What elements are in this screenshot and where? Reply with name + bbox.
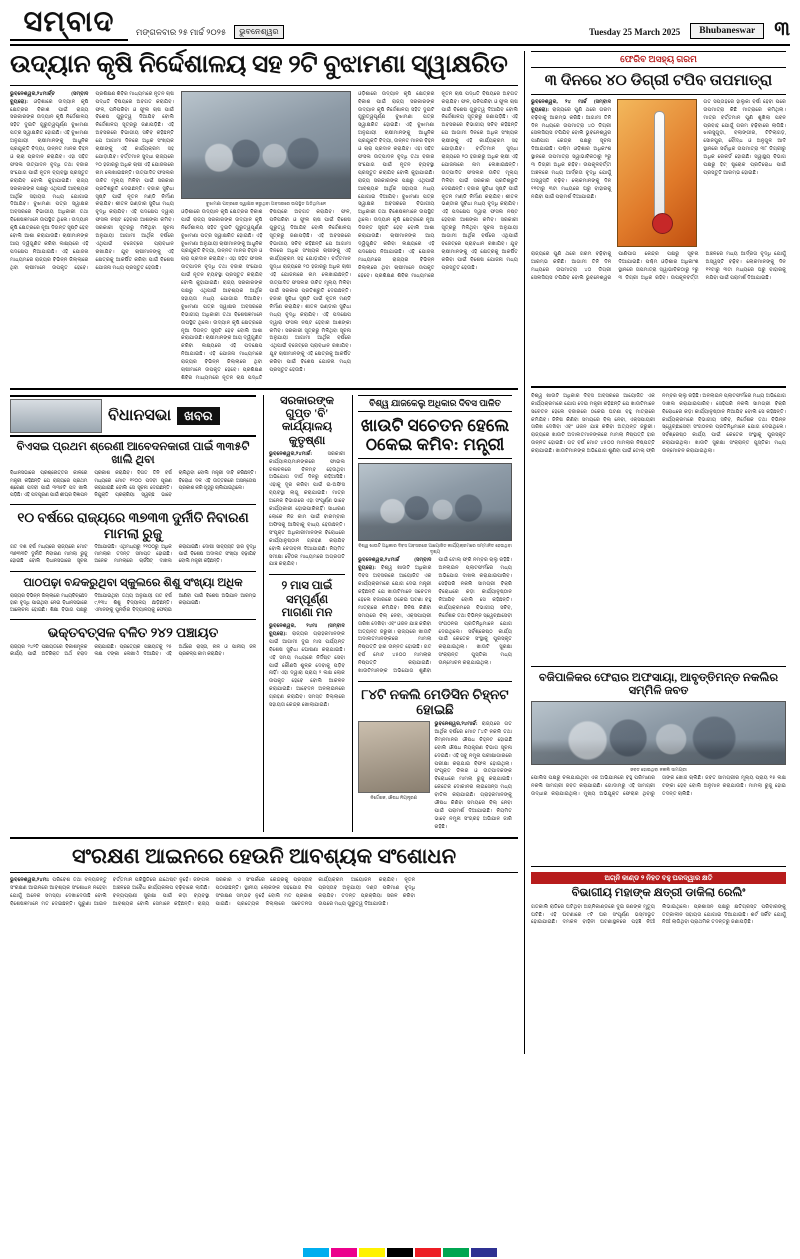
newspaper-logo [10,8,128,41]
odia-date: ମଙ୍ଗଳବାର ୨୫ ମାର୍ଚ୍ଚ ୨୦୨୫ [136,27,227,37]
divider-g0 [269,574,345,575]
assembly-banner-title: ବିଧାନସଭା [108,406,172,424]
weather-kicker: ଫେରିବ ଅସହ୍ୟ ଗରମ [531,51,786,68]
divider-r0 [531,386,786,388]
gupta-column [263,395,345,832]
assembly-body-0: ବିଧାନସଭାରେ ପ୍ରଶ୍ନୋତ୍ତର କାଳରେ ମନ୍ତ୍ରୀ କହିଛନ୍ତି ଯେ ରାଜ୍ୟରେ ପ୍ରଥମ ଶ୍ରେଣୀ ପଦବୀ ପାଇଁ ୩୩୫ଟି ପଦ ଖାଲି ପଡ଼ିଛି। ଏହି ପଦପୂରଣ ପାଇଁ ଶୀଘ୍ର ବିଜ୍ଞାପନ ପ୍ରକାଶ କରାଯିବ। ବିଗତ ତିନି ବର୍ଷ ମଧ୍ୟରେ ମୋଟ ୧୨୦୦ ପଦବୀ ପୂରଣ କରାଯାଇଛି ବୋଲି ସେ ସୂଚନା ଦେଇଛନ୍ତି। ନିଯୁକ୍ତି ପ୍ରକ୍ରିୟା ସ୍ୱଚ୍ଛ ଭାବେ ଚାଲିଥିବା ବୋଲି ମନ୍ତ୍ରୀ ଦାବି କରିଛନ୍ତି। ବିରୋଧୀ ଦଳ ଏହି ଉତ୍ତରରେ ଅସନ୍ତୋଷ ପ୍ରକାଶ କରି ଗୃହରୁ ଚାଲିଯାଇଥିଲେ। [10,471,256,498]
assembly-item-2 [10,577,256,615]
assembly-headline-3: ଭକ୍ତବତ୍ସଳ ବଳିତ ୨୪୨ ପଞ୍ଚାୟତ [47,625,219,641]
weather-headline: ୩ ଦିନରେ ୪୦ ଡିଗ୍ରୀ ଟପିବ ତାପମାତ୍ରା [531,72,786,95]
center-kicker: ବିଶ୍ୱ ଯାଜକେଲୁ ଅଧିକାର ଦିବସ ପାଳିତ [358,395,512,412]
right-column [524,51,786,1054]
swatch-cyan [303,1248,329,1257]
assembly-headline-0: ବିଏସଇ ପ୍ରଥମ ଶ୍ରେଣୀ ଆବେଦନକାରୀ ପାଇଁ ୩୩୫ଟି ଖାଲି ଥିବା [16,440,250,467]
fake-medicine-dateline: ଭୁବନେଶ୍ୱର,୨୪ମାର୍ଚ୍ଚ: [434,720,478,727]
gupta-headline: ସରକାରଙ୍କ ଗୁପ୍ତ 'ବି' କାର୍ଯ୍ୟାଳୟ କୁତୃଷ୍ଣା [279,394,335,447]
weather-body-right: ଗତ ସପ୍ତାହରେ ହାଲୁକା ବର୍ଷା ହେବା ପରେ ତାପମାତ୍ରା କିଛି ମାତ୍ରାରେ କମିଥିଲା। ମାତ୍ର ବର୍ତ୍ତମାନ ପୁଣି ଶୁଖିଲା ପବନ ପ୍ରବାହ ଯୋଗୁଁ ଗରମ ବଢ଼ିବାରେ ଲାଗିଛି। ଝାରସୁଗୁଡ଼ା, ବଲାଙ୍ଗୀର, ଟିଟିଲାଗଡ଼, ସୋନପୁର, ବୌଦ୍ଧ ଓ ଅନୁଗୁଳ ଆଦି ସ୍ଥାନରେ ସର୍ବାଧିକ ତାପମାତ୍ରା ୩୮ ଡିଗ୍ରୀରୁ ଅଧିକ ରେକର୍ଡ ହୋଇଛି। ସ୍ୱାସ୍ଥ୍ୟ ବିଭାଗ ପକ୍ଷରୁ ହିଟ୍‌ ଷ୍ଟ୍ରୋକ ପ୍ରତିରୋଧ ପାଇଁ ପ୍ରସ୍ତୁତି ଆରମ୍ଭ ହୋଇଛି। [703,98,786,176]
logo-text: ସମ୍ବାଦ [23,6,115,38]
center-headline: ଖାଉଟି ସଚେତନ ହେଲେ ଠକେଇ କମିବ: ମନ୍ତ୍ରୀ [358,416,512,459]
swatch-red [415,1248,441,1257]
divider-2 [10,837,518,839]
divider-r2 [531,866,786,867]
lead-photo-caption: ବୁଝାମଣା ପତ୍ରରେ ସ୍ୱାକ୍ଷର କରୁଥିବା ଅବସରରେ ଉପସ୍ଥିତ ଅତିଥିମାନେ [205,200,327,206]
assembly-banner-tag: ଖବର [177,407,219,425]
thermometer-image [617,99,697,247]
assembly-body-2: ରାଜ୍ୟର ବିଭିନ୍ନ ଜିଲ୍ଲାରେ ମଧ୍ୟବିଚ୍ଛେଦ ହାର ବୃଦ୍ଧି ପାଇଥିବା ନେଇ ବିଧାନସଭାରେ ଆଲୋଚନା ହୋଇଛି। ଶିକ୍ଷା ବିଭାଗ ପକ୍ଷରୁ ଦିଆଯାଇଥିବା ତଥ୍ୟ ଅନୁଯାୟୀ ଗତ ବର୍ଷ ୯,୧୩୪ ଶିଶୁ ବିଦ୍ୟାଳୟ ଛାଡ଼ିଛନ୍ତି। ଏମାନଙ୍କୁ ପୁନର୍ବାର ବିଦ୍ୟାଳୟକୁ ଫେରାଇ ଆଣିବା ପାଇଁ ବିଶେଷ ଅଭିଯାନ ଆରମ୍ଭ କରାଯାଇଛି। [10,593,256,614]
right-last-body: ଗତକାଲି ରାତିରେ ଘଟିଥିବା ଅଗ୍ନିକାଣ୍ଡରେ ଦୁଇ ଜଣଙ୍କ ମୃତ୍ୟୁ ଘଟିଛି। ଏହି ଘଟଣାରେ ୯ଟି ଘର ସଂପୂର୍ଣ୍ଣ ଭସ୍ମୀଭୂତ ହୋଇଯାଇଛି। ଦମକଳ ବାହିନୀ ଘଟଣାସ୍ଥଳରେ ପହଞ୍ଚି ନିଆଁ ଲିଭାଇଥିଲେ। ପ୍ରଶାସନ ପକ୍ଷରୁ କ୍ଷତିଗ୍ରସ୍ତ ପରିବାରଙ୍କୁ ତତ୍କାଳୀନ ସହାୟତା ଯୋଗାଇ ଦିଆଯାଇଛି। ଶର୍ଟ ସର୍କିଟ ଯୋଗୁଁ ନିଆଁ ଲାଗିଥିବା ପ୍ରାଥମିକ ତଦନ୍ତରୁ ଜଣାପଡ଼ିଛି। [531,903,786,926]
lead-body-b: ଓଡ଼ିଶାରେ ଉଦ୍ୟାନ କୃଷି କ୍ଷେତ୍ରର ବିକାଶ ପାଇଁ ରାଜ୍ୟ ସରକାରଙ୍କ ଉଦ୍ୟାନ କୃଷି ନିର୍ଦ୍ଦେଶାଳୟ ସହିତ ଦୁଇଟି ଗୁରୁତ୍ୱପୂର୍ଣ୍ଣ ବୁଝାମଣା ପତ୍ର ସ୍ୱାକ୍ଷରିତ ହୋଇଛି। ଏହି ବୁଝାମଣା ଅନୁଯାୟୀ ଚାଷୀମାନଙ୍କୁ ଆଧୁନିକ ପ୍ରଯୁକ୍ତି ବିଦ୍ୟା, ଉନ୍ନତ ମାନର ବିହନ ଓ ଚାରା ପ୍ରଦାନ କରାଯିବ। ଏହା ସହିତ ଫସଲ ଉତ୍ପାଦନ ବୃଦ୍ଧି ତଥା ବଜାର ସଂଯୋଗ ପାଇଁ ନୂତନ ବ୍ୟବସ୍ଥା ପ୍ରସ୍ତୁତ କରାଯିବ ବୋଲି କୁହାଯାଇଛି। ରାଜ୍ୟ ସରକାରଙ୍କ ପକ୍ଷରୁ ଏଥିପାଇଁ ଆବଶ୍ୟକ ଆର୍ଥିକ ସହାୟତା ମଧ୍ୟ ଯୋଗାଇ ଦିଆଯିବ। ବୁଝାମଣା ପତ୍ର ସ୍ୱାକ୍ଷର ଅବସରରେ ବିଭାଗୀୟ ଅଧିକାରୀ ତଥା ବିଶେଷଜ୍ଞମାନେ ଉପସ୍ଥିତ ଥିଲେ। ଉଦ୍ୟାନ କୃଷି କ୍ଷେତ୍ରରେ ନୂଆ ଦିଗନ୍ତ ସୃଷ୍ଟି ହେବ ବୋଲି ଆଶା କରାଯାଉଛି। ଚାଷୀମାନଙ୍କ ଆୟ ଦ୍ୱିଗୁଣିତ କରିବା ଲକ୍ଷ୍ୟରେ ଏହି ପଦକ୍ଷେପ ନିଆଯାଇଛି। ଏହି ଯୋଜନା ମାଧ୍ୟମରେ ରାଜ୍ୟର ବିଭିନ୍ନ ଜିଲ୍ଲାରେ ଥିବା ଚାଷୀମାନେ ଉପକୃତ ହେବେ। ପ୍ରଶିକ୍ଷଣ ଶିବିର ମାଧ୍ୟମରେ ନୂତନ ଚାଷ ପଦ୍ଧତି ବିଷୟରେ ଅବଗତ କରାଯିବ। ଫଳ, ପନିପରିବା ଓ ଫୁଲ ଚାଷ ପାଇଁ ବିଶେଷ ଗୁରୁତ୍ୱ ଦିଆଯିବ ବୋଲି ନିର୍ଦ୍ଦେଶାଳୟ ସୂତ୍ରରୁ ଜଣାପଡ଼ିଛି। ଏହି ଅବସରରେ ବିଭାଗୀୟ ସଚିବ କହିଛନ୍ତି ଯେ ଆଗାମୀ ଦିନରେ ଅଧିକ ସଂଖ୍ୟକ ଚାଷୀଙ୍କୁ ଏହି କାର୍ଯ୍ୟକ୍ରମ ସହ ଯୋଡ଼ାଯିବ। ବର୍ତ୍ତମାନ ସୁଦ୍ଧା ରାଜ୍ୟରେ ୨୦ ହଜାରରୁ ଅଧିକ ଚାଷୀ ଏହି ଯୋଜନାରେ ନାମ ଲେଖାଇଛନ୍ତି। ଉତ୍ପାଦିତ ଫସଲର ଉଚିତ ମୂଲ୍ୟ ମିଳିବା ପାଇଁ ସରକାର ପ୍ରତିଶ୍ରୁତି ଦେଇଛନ୍ତି। ବଜାର ସୁବିଧା ସୃଷ୍ଟି ପାଇଁ ନୂତନ ମଣ୍ଡି ନିର୍ମାଣ କରାଯିବ। ଶୀତଳ ଭଣ୍ଡାର ସୁବିଧା ମଧ୍ୟ ବୃଦ୍ଧି କରାଯିବ। ଏହି ପଦକ୍ଷେପ ଦ୍ୱାରା ଫସଲ ନଷ୍ଟ ହେବାର ଆଶଙ୍କା କମିବ। ସରକାରୀ ସୂତ୍ରରୁ ମିଳିଥିବା ସୂଚନା ଅନୁଯାୟୀ ଆଗାମୀ ଆର୍ଥିକ ବର୍ଷରେ ଏଥିପାଇଁ ବଜେଟ୍‌ରେ ପ୍ରାବଧାନ ରଖାଯିବ। ଯୁବ ଚାଷୀମାନଙ୍କୁ ଏହି କ୍ଷେତ୍ରକୁ ଆକର୍ଷିତ କରିବା ପାଇଁ ବିଶେଷ ଯୋଜନା ମଧ୍ୟ ପ୍ରସ୍ତୁତ ହେଉଛି। [181,208,351,381]
city-name: Bhubaneswar [690,23,764,39]
swatch-yellow [359,1248,385,1257]
center-feature [352,395,512,832]
divider-1 [10,388,518,390]
lead-headline: ଉଦ୍ୟାନ କୃଷି ନିର୍ଦ୍ଦେଶାଳୟ ସହ ୨ଟି ବୁଝାମଣା ସ୍ୱାକ୍ଷରିତ [10,51,518,86]
divider-a2 [10,619,256,620]
page-body [10,51,790,1054]
masthead [10,8,790,46]
fake-medicine-caption: ନିର୍ଦ୍ଦେଶକ, ଔଷଧ ନିୟନ୍ତ୍ରଣ [370,794,418,800]
assembly-banner [10,395,256,437]
right-bottom-photo [531,701,786,765]
main-column [10,51,518,1054]
swatch-black [387,1248,413,1257]
fake-medicine-portrait [358,721,430,793]
lead-body-c: ଓଡ଼ିଶାରେ ଉଦ୍ୟାନ କୃଷି କ୍ଷେତ୍ରର ବିକାଶ ପାଇଁ ରାଜ୍ୟ ସରକାରଙ୍କ ଉଦ୍ୟାନ କୃଷି ନିର୍ଦ୍ଦେଶାଳୟ ସହିତ ଦୁଇଟି ଗୁରୁତ୍ୱପୂର୍ଣ୍ଣ ବୁଝାମଣା ପତ୍ର ସ୍ୱାକ୍ଷରିତ ହୋଇଛି। ଏହି ବୁଝାମଣା ଅନୁଯାୟୀ ଚାଷୀମାନଙ୍କୁ ଆଧୁନିକ ପ୍ରଯୁକ୍ତି ବିଦ୍ୟା, ଉନ୍ନତ ମାନର ବିହନ ଓ ଚାରା ପ୍ରଦାନ କରାଯିବ। ଏହା ସହିତ ଫସଲ ଉତ୍ପାଦନ ବୃଦ୍ଧି ତଥା ବଜାର ସଂଯୋଗ ପାଇଁ ନୂତନ ବ୍ୟବସ୍ଥା ପ୍ରସ୍ତୁତ କରାଯିବ ବୋଲି କୁହାଯାଇଛି। ରାଜ୍ୟ ସରକାରଙ୍କ ପକ୍ଷରୁ ଏଥିପାଇଁ ଆବଶ୍ୟକ ଆର୍ଥିକ ସହାୟତା ମଧ୍ୟ ଯୋଗାଇ ଦିଆଯିବ। ବୁଝାମଣା ପତ୍ର ସ୍ୱାକ୍ଷର ଅବସରରେ ବିଭାଗୀୟ ଅଧିକାରୀ ତଥା ବିଶେଷଜ୍ଞମାନେ ଉପସ୍ଥିତ ଥିଲେ। ଉଦ୍ୟାନ କୃଷି କ୍ଷେତ୍ରରେ ନୂଆ ଦିଗନ୍ତ ସୃଷ୍ଟି ହେବ ବୋଲି ଆଶା କରାଯାଉଛି। ଚାଷୀମାନଙ୍କ ଆୟ ଦ୍ୱିଗୁଣିତ କରିବା ଲକ୍ଷ୍ୟରେ ଏହି ପଦକ୍ଷେପ ନିଆଯାଇଛି। ଏହି ଯୋଜନା ମାଧ୍ୟମରେ ରାଜ୍ୟର ବିଭିନ୍ନ ଜିଲ୍ଲାରେ ଥିବା ଚାଷୀମାନେ ଉପକୃତ ହେବେ। ପ୍ରଶିକ୍ଷଣ ଶିବିର ମାଧ୍ୟମରେ ନୂତନ ଚାଷ ପଦ୍ଧତି ବିଷୟରେ ଅବଗତ କରାଯିବ। ଫଳ, ପନିପରିବା ଓ ଫୁଲ ଚାଷ ପାଇଁ ବିଶେଷ ଗୁରୁତ୍ୱ ଦିଆଯିବ ବୋଲି ନିର୍ଦ୍ଦେଶାଳୟ ସୂତ୍ରରୁ ଜଣାପଡ଼ିଛି। ଏହି ଅବସରରେ ବିଭାଗୀୟ ସଚିବ କହିଛନ୍ତି ଯେ ଆଗାମୀ ଦିନରେ ଅଧିକ ସଂଖ୍ୟକ ଚାଷୀଙ୍କୁ ଏହି କାର୍ଯ୍ୟକ୍ରମ ସହ ଯୋଡ଼ାଯିବ। ବର୍ତ୍ତମାନ ସୁଦ୍ଧା ରାଜ୍ୟରେ ୨୦ ହଜାରରୁ ଅଧିକ ଚାଷୀ ଏହି ଯୋଜନାରେ ନାମ ଲେଖାଇଛନ୍ତି। ଉତ୍ପାଦିତ ଫସଲର ଉଚିତ ମୂଲ୍ୟ ମିଳିବା ପାଇଁ ସରକାର ପ୍ରତିଶ୍ରୁତି ଦେଇଛନ୍ତି। ବଜାର ସୁବିଧା ସୃଷ୍ଟି ପାଇଁ ନୂତନ ମଣ୍ଡି ନିର୍ମାଣ କରାଯିବ। ଶୀତଳ ଭଣ୍ଡାର ସୁବିଧା ମଧ୍ୟ ବୃଦ୍ଧି କରାଯିବ। ଏହି ପଦକ୍ଷେପ ଦ୍ୱାରା ଫସଲ ନଷ୍ଟ ହେବାର ଆଶଙ୍କା କମିବ। ସରକାରୀ ସୂତ୍ରରୁ ମିଳିଥିବା ସୂଚନା ଅନୁଯାୟୀ ଆଗାମୀ ଆର୍ଥିକ ବର୍ଷରେ ଏଥିପାଇଁ ବଜେଟ୍‌ରେ ପ୍ରାବଧାନ ରଖାଯିବ। ଯୁବ ଚାଷୀମାନଙ୍କୁ ଏହି କ୍ଷେତ୍ରକୁ ଆକର୍ଷିତ କରିବା ପାଇଁ ବିଶେଷ ଯୋଜନା ମଧ୍ୟ ପ୍ରସ୍ତୁତ ହେଉଛି। [358,90,518,279]
page-number: ୩ [774,18,790,40]
masthead-right [589,18,790,41]
right-bottom-body: ପୋଲିସ ପକ୍ଷରୁ ଚଳାଯାଇଥିବା ଏକ ଅଭିଯାନରେ ବହୁ ପରିମାଣର ନକଲି ସାମଗ୍ରୀ ଜବତ କରାଯାଇଛି। ଗୋଦାମରୁ ଏହି ସାମଗ୍ରୀ ଉଦ୍ଧାର କରାଯାଇଥିଲା। ମୁଖ୍ୟ ଅଭିଯୁକ୍ତ ଫେରାର ଥିବାରୁ ତାଙ୍କ ଖୋଜ ଚାଲିଛି। ଜବତ ସାମଗ୍ରୀର ମୂଲ୍ୟ ପ୍ରାୟ ୧୫ ଲକ୍ଷ ଟଙ୍କା ହେବ ବୋଲି ଅନୁମାନ କରାଯାଉଛି। ମାମଲା ରୁଜୁ ହୋଇ ତଦନ୍ତ ଚାଲିଛି। [531,775,786,798]
gupta-sub-dateline: ଭୁବନେଶ୍ୱର, ୨୪ମା (ସମ୍ବାଦ ବ୍ୟୁରୋ): [269,623,345,637]
registration-color-bar [0,1246,800,1259]
assembly-headline-2: ପାଠପଢ଼ା ବନ୍ଦକରୁଥିବା ସ୍କୁଲରେ ଶିଶୁ ସଂଖ୍ୟା ଅଧିକ [23,576,243,589]
right-last-redbar: ଅଗ୍ନି କାଣ୍ଡ ୨ ନିହତ ବହୁ ଘରଦ୍ୱାର କ୍ଷତି [531,872,786,884]
swatch-magenta [331,1248,357,1257]
conservation-headline: ସଂରକ୍ଷଣ ଆଇନରେ ହେଉନି ଆବଶ୍ୟକ ସଂଶୋଧନ [10,844,518,873]
assembly-section [10,395,256,832]
conservation-dateline: ଭୁବନେଶ୍ୱର,୨୪ମା: [10,876,50,883]
right-bottom-story [531,672,786,862]
logo-underline [10,39,128,41]
gupta-dateline: ଭୁବନେଶ୍ୱର,୨୪ମାର୍ଚ୍ଚ: [269,450,313,457]
lead-dateline: ଭୁବନେଶ୍ୱର,୨୪ମାର୍ଚ୍ଚ୍ଚ (ସମ୍ବାଦ ବ୍ୟୁରୋ): [10,90,89,105]
assembly-building-image [10,399,102,433]
gupta-sub-headline: ୨ ମାସ ପାଇଁ ସମ୍ପୂର୍ଣ୍ଣ ମାଗଣା ମନ [281,580,333,619]
edition-badge: ଭୁବନେଶ୍ୱର [234,25,283,39]
gupta-body: ସରକାରୀ କାର୍ଯ୍ୟାଳୟମାନଙ୍କରେ ଫାଇଲ ଚଳାଚଳରେ ବିଳମ୍ବ ହେଉଥିବା ଅଭିଯୋଗ ଦୀର୍ଘ ଦିନରୁ ରହିଆସିଛି। ଏହାକୁ ଦୂର କରିବା ପାଇଁ ଇ-ଅଫିସ ବ୍ୟବସ୍ଥା ଲାଗୁ କରାଯାଇଛି। ମାତ୍ର ଅନେକ ବିଭାଗରେ ଏହା ସଂପୂର୍ଣ୍ଣ ଭାବେ କାର୍ଯ୍ୟକାରୀ ହୋଇପାରିନାହିଁ। ସାଧାରଣ ଲୋକେ ନିଜ କାମ ପାଇଁ ବାରମ୍ବାର ଅଫିସକୁ ଆସିବାକୁ ବାଧ୍ୟ ହେଉଛନ୍ତି। ସଂପୃକ୍ତ ଅଧିକାରୀମାନଙ୍କ ବିରୋଧରେ କାର୍ଯ୍ୟାନୁଷ୍ଠାନ ଗ୍ରହଣ କରାଯିବ ବୋଲି ଚେତାବନୀ ଦିଆଯାଇଛି। ନିୟମିତ ସମୀକ୍ଷା ବୈଠକ ମାଧ୍ୟମରେ ଅଗ୍ରଗତି ଯାଞ୍ଚ କରାଯିବ। [269,450,345,568]
fake-medicine-story [358,687,512,832]
conservation-story [10,844,518,1053]
assembly-body-1: ଗତ ଦଶ ବର୍ଷ ମଧ୍ୟରେ ରାଜ୍ୟରେ ମୋଟ ୩୭୩୩ଟି ଦୁର୍ନୀତି ନିବାରଣ ମାମଲା ରୁଜୁ ହୋଇଛି ବୋଲି ବିଧାନସଭାରେ ସୂଚନା ଦିଆଯାଇଛି। ଏଥିମଧ୍ୟରୁ ୨୧୦୦ରୁ ଅଧିକ ମାମଲାର ତଦନ୍ତ ସମାପ୍ତ ହୋଇଛି। ଅନେକ ମାମଲାରେ ଚାର୍ଜସିଟ୍‌ ଦାଖଲ କରାଯାଇଛି। ଦୋଷୀ ସାବ୍ୟସ୍ତ ହାର ବୃଦ୍ଧି ପାଇଁ ବିଶେଷ ଅଦାଲତ ସଂଖ୍ୟା ବଢ଼ାଯିବ ବୋଲି ମନ୍ତ୍ରୀ କହିଛନ୍ତି। [10,545,256,565]
right-bottom-headline: ବଜିପାଳିକର ଫେରାର ଅଫସାୟା, ଆବୃତ୍ତିମନ୍ତ ନକଲିର ସମ୍ମିଳି ଜବତ [538,671,779,698]
right-last-story [531,872,786,1053]
weather-body-cont: ରାଜ୍ୟରେ ପୁଣି ଥରେ ଗରମ ବଢ଼ିବାକୁ ଆରମ୍ଭ କରିଛି। ଆଗାମୀ ତିନି ଦିନ ମଧ୍ୟରେ ତାପମାତ୍ରା ୪୦ ଡିଗ୍ରୀ ସେଲସିୟସ ଟପିଯିବ ବୋଲି ଭୁବନେଶ୍ୱର ପାଣିପାଗ କେନ୍ଦ୍ର ପକ୍ଷରୁ ସୂଚନା ଦିଆଯାଇଛି। ପଶ୍ଚିମ ଓଡ଼ିଶାର ଅଧିକାଂଶ ସ୍ଥାନରେ ତାପମାତ୍ରା ସ୍ୱାଭାବିକଠାରୁ ୨ରୁ ୩ ଡିଗ୍ରୀ ଅଧିକ ରହିବ। ଉପକୂଳବର୍ତ୍ତୀ ଅଞ୍ଚଳରେ ମଧ୍ୟ ଆର୍ଦ୍ରତା ବୃଦ୍ଧି ଯୋଗୁଁ ଅସ୍ୱସ୍ତି ବଢ଼ିବ। ଲୋକମାନଙ୍କୁ ଦିନ ୧୧ଟାରୁ ୩ଟା ମଧ୍ୟରେ ଘରୁ ବାହାରକୁ ନଯିବା ପାଇଁ ପରାମର୍ଶ ଦିଆଯାଇଛି। [531,250,786,281]
divider-a1 [10,571,256,572]
fake-medicine-body: ରାଜ୍ୟରେ ଗତ ଆର୍ଥିକ ବର୍ଷରେ ମୋଟ ୮୪ଟି ନକଲି ତଥା ନିମ୍ନମାନର ଔଷଧ ଚିହ୍ନଟ ହୋଇଛି ବୋଲି ଔଷଧ ନିୟନ୍ତ୍ରଣ ବିଭାଗ ସୂଚନା ଦେଇଛି। ଏହି ସବୁ ନମୁନା ପରୀକ୍ଷାଗାରରେ ପରୀକ୍ଷା କରାଯାଇ ବିଫଳ ହୋଇଥିଲା। ସଂପୃକ୍ତ ଡିଲର ଓ ଉତ୍ପାଦକଙ୍କ ବିରୋଧରେ ମାମଲା ରୁଜୁ କରାଯାଇଛି। କେତେକ ଦୋକାନର ଲାଇସେନ୍ସ ମଧ୍ୟ ବାତିଲ କରାଯାଇଛି। ଗ୍ରାହକମାନଙ୍କୁ ଔଷଧ କିଣିବା ସମୟରେ ବିଲ୍‌ ନେବା ପାଇଁ ପରାମର୍ଶ ଦିଆଯାଇଛି। ନିୟମିତ ଭାବେ ନମୁନା ସଂଗ୍ରହ ଅଭିଯାନ ଜାରି ରହିଛି। [434,720,513,830]
assembly-headline-1: ୧୦ ବର୍ଷରେ ରାଜ୍ୟରେ ୩୭୩୩ ଦୁର୍ନୀତି ନିବାରଣ ମାମଲା ରୁଜୁ [17,510,249,541]
cmyk-swatches [303,1248,497,1257]
gupta-sub-body: ରାଜ୍ୟର ଗ୍ରାହକମାନଙ୍କ ପାଇଁ ଆଗାମୀ ଦୁଇ ମାସ ପର୍ଯ୍ୟନ୍ତ ବିଶେଷ ସୁବିଧା ଘୋଷଣା କରାଯାଇଛି। ଏହି ସମୟ ମଧ୍ୟରେ ନିର୍ଦ୍ଦିଷ୍ଟ ସେବା ପାଇଁ କୌଣସି ଶୁଳ୍କ ଦେବାକୁ ପଡ଼ିବ ନାହିଁ। ଏହା ଦ୍ୱାରା ପ୍ରାୟ ୨ ଲକ୍ଷ ଲୋକ ଉପକୃତ ହେବେ ବୋଲି ଆକଳନ କରାଯାଇଛି। ଆବେଦନ ଅନଲାଇନରେ ଗ୍ରହଣ କରାଯିବ। ସମସ୍ତ ଜିଲ୍ଲାରେ ସହାୟତା କେନ୍ଦ୍ର ଖୋଲାଯାଇଛି। [269,630,345,709]
center-body-cont: ବିଶ୍ୱ ଖାଉଟି ଅଧିକାର ଦିବସ ଅବସରରେ ଆୟୋଜିତ ଏକ କାର୍ଯ୍ୟକ୍ରମରେ ଯୋଗ ଦେଇ ମନ୍ତ୍ରୀ କହିଛନ୍ତି ଯେ ଖାଉଟିମାନେ ସଚେତନ ହେଲେ ବଜାରରେ ଠକେଇ ଘଟଣା ବହୁ ମାତ୍ରାରେ କମିଯିବ। ଜିନିଷ କିଣିବା ସମୟରେ ବିଲ୍‌ ନେବା, ଏକ୍ସପାୟରୀ ତାରିଖ ଦେଖିବା ଏବଂ ଓଜନ ଯାଞ୍ଚ କରିବା ଅତ୍ୟନ୍ତ ଜରୁରୀ। ରାଜ୍ୟରେ ଖାଉଟି ଅଦାଲତମାନଙ୍କରେ ମାମଲା ନିଷ୍ପତ୍ତି ହାର ଉନ୍ନତ ହୋଇଛି। ଗତ ବର୍ଷ ମୋଟ ୪୫୦୦ ମାମଲାର ନିଷ୍ପତ୍ତି କରାଯାଇଛି। ଖାଉଟିମାନଙ୍କ ଅଭିଯୋଗ ଶୁଣିବା ପାଇଁ ଟୋଲ୍‌ ଫ୍ରି ନମ୍ବର ଚାଲୁ ରହିଛି। ଅନଲାଇନ ପ୍ଲାଟଫର୍ମରେ ମଧ୍ୟ ଅଭିଯୋଗ ଦାଖଲ କରାଯାଇପାରିବ। ସେହିପରି ନକଲି ସାମଗ୍ରୀ ବିକ୍ରି ବିରୋଧରେ କଡ଼ା କାର୍ଯ୍ୟାନୁଷ୍ଠାନ ନିଆଯିବ ବୋଲି ସେ କହିଛନ୍ତି। କାର୍ଯ୍ୟକ୍ରମରେ ବିଭାଗୀୟ ସଚିବ, ନିର୍ଦ୍ଦେଶକ ତଥା ବିଭିନ୍ନ ସ୍ୱେଚ୍ଛାସେବୀ ସଂଗଠନର ପ୍ରତିନିଧିମାନେ ଯୋଗ ଦେଇଥିଲେ। ସର୍ବଶ୍ରେଷ୍ଠ କାର୍ଯ୍ୟ ପାଇଁ କେତେକ ସଂସ୍ଥାକୁ ପୁରସ୍କୃତ କରାଯାଇଥିଲା। ଖାଉଟି ସୁରକ୍ଷା ସଂକ୍ରାନ୍ତ ପୁସ୍ତିକା ମଧ୍ୟ ଉନ୍ମୋଚନ କରାଯାଇଥିଲା। [531,392,786,455]
center-photo-caption: ବିଶ୍ୱ ଖାଉଟି ଅଧିକାର ଦିବସ ଅବସରରେ ଆୟୋଜିତ କାର୍ଯ୍ୟକ୍ରମରେ ସମ୍ମାନିତ ହେଉଥିବା ଦୃଶ୍ୟ [358,542,512,555]
lead-body-a: ଓଡ଼ିଶାରେ ଉଦ୍ୟାନ କୃଷି କ୍ଷେତ୍ରର ବିକାଶ ପାଇଁ ରାଜ୍ୟ ସରକାରଙ୍କ ଉଦ୍ୟାନ କୃଷି ନିର୍ଦ୍ଦେଶାଳୟ ସହିତ ଦୁଇଟି ଗୁରୁତ୍ୱପୂର୍ଣ୍ଣ ବୁଝାମଣା ପତ୍ର ସ୍ୱାକ୍ଷରିତ ହୋଇଛି। ଏହି ବୁଝାମଣା ଅନୁଯାୟୀ ଚାଷୀମାନଙ୍କୁ ଆଧୁନିକ ପ୍ରଯୁକ୍ତି ବିଦ୍ୟା, ଉନ୍ନତ ମାନର ବିହନ ଓ ଚାରା ପ୍ରଦାନ କରାଯିବ। ଏହା ସହିତ ଫସଲ ଉତ୍ପାଦନ ବୃଦ୍ଧି ତଥା ବଜାର ସଂଯୋଗ ପାଇଁ ନୂତନ ବ୍ୟବସ୍ଥା ପ୍ରସ୍ତୁତ କରାଯିବ ବୋଲି କୁହାଯାଇଛି। ରାଜ୍ୟ ସରକାରଙ୍କ ପକ୍ଷରୁ ଏଥିପାଇଁ ଆବଶ୍ୟକ ଆର୍ଥିକ ସହାୟତା ମଧ୍ୟ ଯୋଗାଇ ଦିଆଯିବ। ବୁଝାମଣା ପତ୍ର ସ୍ୱାକ୍ଷର ଅବସରରେ ବିଭାଗୀୟ ଅଧିକାରୀ ତଥା ବିଶେଷଜ୍ଞମାନେ ଉପସ୍ଥିତ ଥିଲେ। ଉଦ୍ୟାନ କୃଷି କ୍ଷେତ୍ରରେ ନୂଆ ଦିଗନ୍ତ ସୃଷ୍ଟି ହେବ ବୋଲି ଆଶା କରାଯାଉଛି। ଚାଷୀମାନଙ୍କ ଆୟ ଦ୍ୱିଗୁଣିତ କରିବା ଲକ୍ଷ୍ୟରେ ଏହି ପଦକ୍ଷେପ ନିଆଯାଇଛି। ଏହି ଯୋଜନା ମାଧ୍ୟମରେ ରାଜ୍ୟର ବିଭିନ୍ନ ଜିଲ୍ଲାରେ ଥିବା ଚାଷୀମାନେ ଉପକୃତ ହେବେ। ପ୍ରଶିକ୍ଷଣ ଶିବିର ମାଧ୍ୟମରେ ନୂତନ ଚାଷ ପଦ୍ଧତି ବିଷୟରେ ଅବଗତ କରାଯିବ। ଫଳ, ପନିପରିବା ଓ ଫୁଲ ଚାଷ ପାଇଁ ବିଶେଷ ଗୁରୁତ୍ୱ ଦିଆଯିବ ବୋଲି ନିର୍ଦ୍ଦେଶାଳୟ ସୂତ୍ରରୁ ଜଣାପଡ଼ିଛି। ଏହି ଅବସରରେ ବିଭାଗୀୟ ସଚିବ କହିଛନ୍ତି ଯେ ଆଗାମୀ ଦିନରେ ଅଧିକ ସଂଖ୍ୟକ ଚାଷୀଙ୍କୁ ଏହି କାର୍ଯ୍ୟକ୍ରମ ସହ ଯୋଡ଼ାଯିବ। ବର୍ତ୍ତମାନ ସୁଦ୍ଧା ରାଜ୍ୟରେ ୨୦ ହଜାରରୁ ଅଧିକ ଚାଷୀ ଏହି ଯୋଜନାରେ ନାମ ଲେଖାଇଛନ୍ତି। ଉତ୍ପାଦିତ ଫସଲର ଉଚିତ ମୂଲ୍ୟ ମିଳିବା ପାଇଁ ସରକାର ପ୍ରତିଶ୍ରୁତି ଦେଇଛନ୍ତି। ବଜାର ସୁବିଧା ସୃଷ୍ଟି ପାଇଁ ନୂତନ ମଣ୍ଡି ନିର୍ମାଣ କରାଯିବ। ଶୀତଳ ଭଣ୍ଡାର ସୁବିଧା ମଧ୍ୟ ବୃଦ୍ଧି କରାଯିବ। ଏହି ପଦକ୍ଷେପ ଦ୍ୱାରା ଫସଲ ନଷ୍ଟ ହେବାର ଆଶଙ୍କା କମିବ। ସରକାରୀ ସୂତ୍ରରୁ ମିଳିଥିବା ସୂଚନା ଅନୁଯାୟୀ ଆଗାମୀ ଆର୍ଥିକ ବର୍ଷରେ ଏଥିପାଇଁ ବଜେଟ୍‌ରେ ପ୍ରାବଧାନ ରଖାଯିବ। ଯୁବ ଚାଷୀମାନଙ୍କୁ ଏହି କ୍ଷେତ୍ରକୁ ଆକର୍ଷିତ କରିବା ପାଇଁ ବିଶେଷ ଯୋଜନା ମଧ୍ୟ ପ୍ରସ୍ତୁତ ହେଉଛି। [10,90,174,271]
weather-dateline: ଭୁବନେଶ୍ୱର, ୨୪ ମାର୍ଚ୍ଚ (ସମ୍ବାଦ ବ୍ୟୁରୋ): [531,98,612,113]
fake-medicine-headline: ୮୪ଟି ନକଲି ମେଡିସିନ ଚିହ୍ନଟ ହୋଇଛି [361,686,509,718]
weather-body-left: ରାଜ୍ୟରେ ପୁଣି ଥରେ ଗରମ ବଢ଼ିବାକୁ ଆରମ୍ଭ କରିଛି। ଆଗାମୀ ତିନି ଦିନ ମଧ୍ୟରେ ତାପମାତ୍ରା ୪୦ ଡିଗ୍ରୀ ସେଲସିୟସ ଟପିଯିବ ବୋଲି ଭୁବନେଶ୍ୱର ପାଣିପାଗ କେନ୍ଦ୍ର ପକ୍ଷରୁ ସୂଚନା ଦିଆଯାଇଛି। ପଶ୍ଚିମ ଓଡ଼ିଶାର ଅଧିକାଂଶ ସ୍ଥାନରେ ତାପମାତ୍ରା ସ୍ୱାଭାବିକଠାରୁ ୨ରୁ ୩ ଡିଗ୍ରୀ ଅଧିକ ରହିବ। ଉପକୂଳବର୍ତ୍ତୀ ଅଞ୍ଚଳରେ ମଧ୍ୟ ଆର୍ଦ୍ରତା ବୃଦ୍ଧି ଯୋଗୁଁ ଅସ୍ୱସ୍ତି ବଢ଼ିବ। ଲୋକମାନଙ୍କୁ ଦିନ ୧୧ଟାରୁ ୩ଟା ମଧ୍ୟରେ ଘରୁ ବାହାରକୁ ନଯିବା ପାଇଁ ପରାମର୍ଶ ଦିଆଯାଇଛି। [531,106,612,200]
assembly-item-3 [10,625,256,658]
assembly-item-0 [10,441,256,499]
right-bottom-caption: ଜବତ ହୋଇଥିବା ନକଲି ସାମଗ୍ରୀ [630,767,687,773]
swatch-blue [471,1248,497,1257]
assembly-body-3: ରାଜ୍ୟର ୨୪୨ଟି ପଞ୍ଚାୟତରେ ବିକାଶମୂଳକ କାର୍ଯ୍ୟ ପାଇଁ ଅତିରିକ୍ତ ଅର୍ଥ ବରାଦ କରାଯାଇଛି। ପ୍ରତ୍ୟେକ ପଞ୍ଚାୟତକୁ ୨୫ ଲକ୍ଷ ଟଙ୍କା ଲେଖାଏଁ ଦିଆଯିବ। ଏହି ଅର୍ଥରେ ରାସ୍ତା, ନାଳ ଓ ପାନୀୟ ଜଳ ପ୍ରକଳ୍ପ କାମ କରାଯିବ। [10,644,256,658]
masthead-left [10,8,284,41]
center-photo [358,463,512,541]
lead-photo [181,91,351,199]
assembly-item-1 [10,510,256,566]
divider-a0 [10,504,256,505]
conservation-body: ପରିବେଶ ତଥା ବନ୍ୟଜନ୍ତୁ ସଂରକ୍ଷଣ ଆଇନରେ ଆବଶ୍ୟକ ସଂଶୋଧନ ନହେବା ଯୋଗୁଁ ଅନେକ ସମସ୍ୟା ଦେଖାଦେଉଛି ବୋଲି ବିଶେଷଜ୍ଞମାନେ ମତ ଦେଇଛନ୍ତି। ପୁରୁଣା ଆଇନ ବର୍ତ୍ତମାନ ପରିସ୍ଥିତିରେ ଯଥେଷ୍ଟ ନୁହେଁ। ଜଙ୍ଗଲ ଅଞ୍ଚଳରେ ଅବୈଧ କାର୍ଯ୍ୟକଳାପ ବଢ଼ିବାରେ ଲାଗିଛି। ବନ୍ୟପ୍ରାଣୀ ସୁରକ୍ଷା ପାଇଁ କଡ଼ା ବ୍ୟବସ୍ଥା ଆବଶ୍ୟକ ବୋଲି ସେମାନେ କହିଛନ୍ତି। ରାଜ୍ୟ ସରକାର ଏ ସଂପର୍କରେ କେନ୍ଦ୍ରକୁ ପ୍ରସ୍ତାବ ପଠାଇଛନ୍ତି। ସ୍ଥାନୀୟ ଲୋକଙ୍କ ସହଯୋଗ ବିନା ସଂରକ୍ଷଣ ସମ୍ଭବ ନୁହେଁ ବୋଲି ମତ ପ୍ରକାଶ ପାଇଛି। ପ୍ରତ୍ୟେକ ଜିଲ୍ଲାରେ ସଚେତନତା କାର୍ଯ୍ୟକ୍ରମ ଆୟୋଜନ କରାଯିବ। ନୂତନ ପ୍ରସ୍ତାବ ଅନୁଯାୟୀ ଦଣ୍ଡ ପରିମାଣ ବୃଦ୍ଧି କରାଯିବ। ତଦନ୍ତ ପ୍ରକ୍ରିୟା ସରଳ କରିବା ଉପରେ ମଧ୍ୟ ଗୁରୁତ୍ୱ ଦିଆଯାଉଛି। [10,876,416,907]
divider-c0 [358,681,512,682]
center-dateline: ଭୁବନେଶ୍ୱର,୨୪ମାର୍ଚ୍ଚ (ସମ୍ବାଦ ବ୍ୟୁରୋ): [358,557,432,572]
english-date: Tuesday 25 March 2025 [589,27,681,37]
divider-r1 [531,666,786,667]
right-last-headline: ବିଭାଗୀୟ ମହାଙ୍କ କ୍ଷତ୍ରୀ ଡାକିଲା ରେଲିଂ [571,887,746,900]
center-body: ବିଶ୍ୱ ଖାଉଟି ଅଧିକାର ଦିବସ ଅବସରରେ ଆୟୋଜିତ ଏକ କାର୍ଯ୍ୟକ୍ରମରେ ଯୋଗ ଦେଇ ମନ୍ତ୍ରୀ କହିଛନ୍ତି ଯେ ଖାଉଟିମାନେ ସଚେତନ ହେଲେ ବଜାରରେ ଠକେଇ ଘଟଣା ବହୁ ମାତ୍ରାରେ କମିଯିବ। ଜିନିଷ କିଣିବା ସମୟରେ ବିଲ୍‌ ନେବା, ଏକ୍ସପାୟରୀ ତାରିଖ ଦେଖିବା ଏବଂ ଓଜନ ଯାଞ୍ଚ କରିବା ଅତ୍ୟନ୍ତ ଜରୁରୀ। ରାଜ୍ୟରେ ଖାଉଟି ଅଦାଲତମାନଙ୍କରେ ମାମଲା ନିଷ୍ପତ୍ତି ହାର ଉନ୍ନତ ହୋଇଛି। ଗତ ବର୍ଷ ମୋଟ ୪୫୦୦ ମାମଲାର ନିଷ୍ପତ୍ତି କରାଯାଇଛି। ଖାଉଟିମାନଙ୍କ ଅଭିଯୋଗ ଶୁଣିବା ପାଇଁ ଟୋଲ୍‌ ଫ୍ରି ନମ୍ବର ଚାଲୁ ରହିଛି। ଅନଲାଇନ ପ୍ଲାଟଫର୍ମରେ ମଧ୍ୟ ଅଭିଯୋଗ ଦାଖଲ କରାଯାଇପାରିବ। ସେହିପରି ନକଲି ସାମଗ୍ରୀ ବିକ୍ରି ବିରୋଧରେ କଡ଼ା କାର୍ଯ୍ୟାନୁଷ୍ଠାନ ନିଆଯିବ ବୋଲି ସେ କହିଛନ୍ତି। କାର୍ଯ୍ୟକ୍ରମରେ ବିଭାଗୀୟ ସଚିବ, ନିର୍ଦ୍ଦେଶକ ତଥା ବିଭିନ୍ନ ସ୍ୱେଚ୍ଛାସେବୀ ସଂଗଠନର ପ୍ରତିନିଧିମାନେ ଯୋଗ ଦେଇଥିଲେ। ସର୍ବଶ୍ରେଷ୍ଠ କାର୍ଯ୍ୟ ପାଇଁ କେତେକ ସଂସ୍ଥାକୁ ପୁରସ୍କୃତ କରାଯାଇଥିଲା। ଖାଉଟି ସୁରକ୍ଷା ସଂକ୍ରାନ୍ତ ପୁସ୍ତିକା ମଧ୍ୟ ଉନ୍ମୋଚନ କରାଯାଇଥିଲା। [358,557,512,675]
swatch-green [443,1248,469,1257]
lead-story [10,51,518,383]
